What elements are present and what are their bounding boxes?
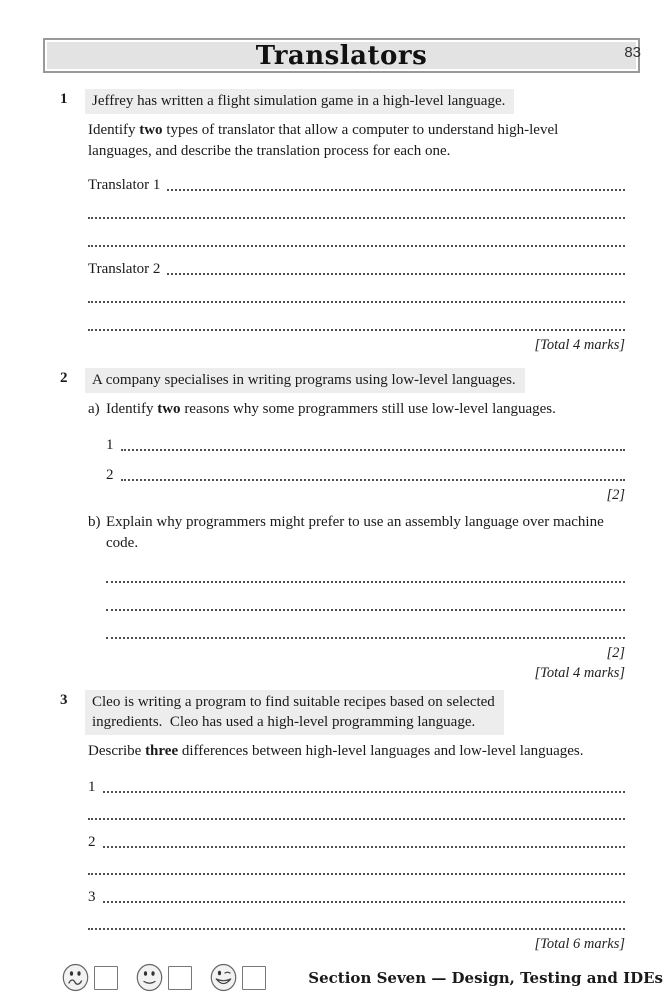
question-3-answers	[88, 768, 625, 933]
answer-row	[88, 166, 625, 194]
total-marks-label: [Total 6 marks]	[534, 936, 625, 952]
confidence-rating	[62, 963, 266, 992]
answer-label: 1	[106, 437, 114, 453]
page-footer	[0, 959, 671, 992]
question-3-number: 3	[60, 692, 68, 708]
marks-label: [2]	[606, 487, 625, 503]
part-label: a)	[88, 401, 100, 417]
answer-label: Translator 1	[88, 177, 161, 193]
answer-line[interactable]	[88, 217, 625, 219]
answer-line[interactable]	[103, 791, 626, 793]
question-1-intro: Jeffrey has written a flight simulation game in a high-level language.	[85, 89, 514, 114]
answer-row	[88, 878, 625, 906]
question-2a-answers	[106, 424, 625, 484]
answer-label: Translator 2	[88, 261, 161, 277]
question-2a-prompt	[106, 399, 556, 420]
answer-row	[88, 796, 625, 824]
question-2b	[88, 512, 625, 554]
answer-row	[106, 424, 625, 454]
prompt-text: reasons why some programmers still use low-level languages.	[180, 401, 556, 417]
answer-line[interactable]	[88, 873, 625, 875]
question-1	[60, 89, 625, 354]
prompt-text: types of translator that allow a computer to understand high-level languages, and describe the translation process for each one.	[88, 122, 559, 159]
answer-row	[106, 558, 625, 586]
answer-row	[106, 454, 625, 484]
answer-line[interactable]	[167, 273, 625, 275]
prompt-text: Identify	[88, 122, 140, 138]
worksheet-content	[60, 89, 625, 953]
answer-row	[88, 250, 625, 278]
question-2b-prompt: Explain why programmers might prefer to use an assembly language over machine code.	[106, 514, 604, 551]
question-1-answers	[88, 166, 625, 334]
answer-line[interactable]	[106, 609, 625, 611]
section-footer: Section Seven — Design, Testing and IDEs	[308, 968, 663, 987]
answer-row	[88, 768, 625, 796]
answer-line[interactable]	[106, 581, 625, 583]
prompt-text: differences between high-level languages and low-level languages.	[178, 743, 584, 759]
answer-line[interactable]	[103, 846, 626, 848]
question-1-prompt	[88, 120, 625, 162]
answer-label: 3	[88, 888, 96, 905]
question-3-prompt	[88, 741, 625, 762]
confidence-checkbox-happy[interactable]	[242, 966, 266, 990]
answer-line[interactable]	[88, 928, 625, 930]
question-2	[60, 368, 625, 682]
answer-line[interactable]	[167, 189, 625, 191]
answer-line[interactable]	[121, 479, 626, 481]
total-marks-label: [Total 4 marks]	[534, 337, 625, 353]
question-2-intro: A company specialises in writing programs using low-level languages.	[85, 368, 525, 393]
part-label: b)	[88, 514, 101, 530]
answer-line[interactable]	[106, 637, 625, 639]
answer-row	[88, 278, 625, 306]
confidence-checkbox-sad[interactable]	[94, 966, 118, 990]
prompt-text: Identify	[106, 401, 158, 417]
answer-row	[88, 306, 625, 334]
answer-line[interactable]	[88, 301, 625, 303]
prompt-bold-word: two	[139, 122, 163, 138]
happy-face-icon	[210, 963, 237, 992]
prompt-bold-word: two	[157, 401, 181, 417]
answer-row	[88, 851, 625, 879]
question-2a	[88, 399, 625, 420]
question-3	[60, 690, 625, 953]
total-marks-label: [Total 4 marks]	[534, 665, 625, 681]
intro-line: Cleo is writing a program to find suitable recipes based on selected	[92, 694, 495, 710]
answer-row	[88, 906, 625, 934]
answer-line[interactable]	[103, 901, 626, 903]
question-3-intro	[85, 690, 504, 735]
prompt-bold-word: three	[145, 743, 179, 759]
intro-line: ingredients. Cleo has used a high-level programming language.	[92, 714, 476, 730]
answer-line[interactable]	[88, 329, 625, 331]
answer-row	[88, 194, 625, 222]
confidence-option-sad	[62, 963, 118, 992]
page-number: 83	[624, 44, 641, 61]
answer-row	[106, 586, 625, 614]
answer-label: 2	[106, 467, 114, 483]
question-2b-answers	[106, 558, 625, 642]
answer-row	[88, 823, 625, 851]
question-1-number: 1	[60, 91, 68, 107]
page-title: Translators	[255, 40, 428, 71]
answer-row	[88, 222, 625, 250]
neutral-face-icon	[136, 963, 163, 992]
answer-line[interactable]	[88, 818, 625, 820]
title-banner	[43, 38, 640, 73]
confidence-option-neutral	[136, 963, 192, 992]
marks-label: [2]	[606, 645, 625, 661]
answer-label: 2	[88, 833, 96, 850]
question-2-number: 2	[60, 370, 68, 386]
answer-row	[106, 614, 625, 642]
answer-line[interactable]	[88, 245, 625, 247]
answer-line[interactable]	[121, 449, 626, 451]
confidence-checkbox-neutral[interactable]	[168, 966, 192, 990]
sad-face-icon	[62, 963, 89, 992]
answer-label: 1	[88, 778, 96, 795]
prompt-text: Describe	[88, 743, 146, 759]
confidence-option-happy	[210, 963, 266, 992]
